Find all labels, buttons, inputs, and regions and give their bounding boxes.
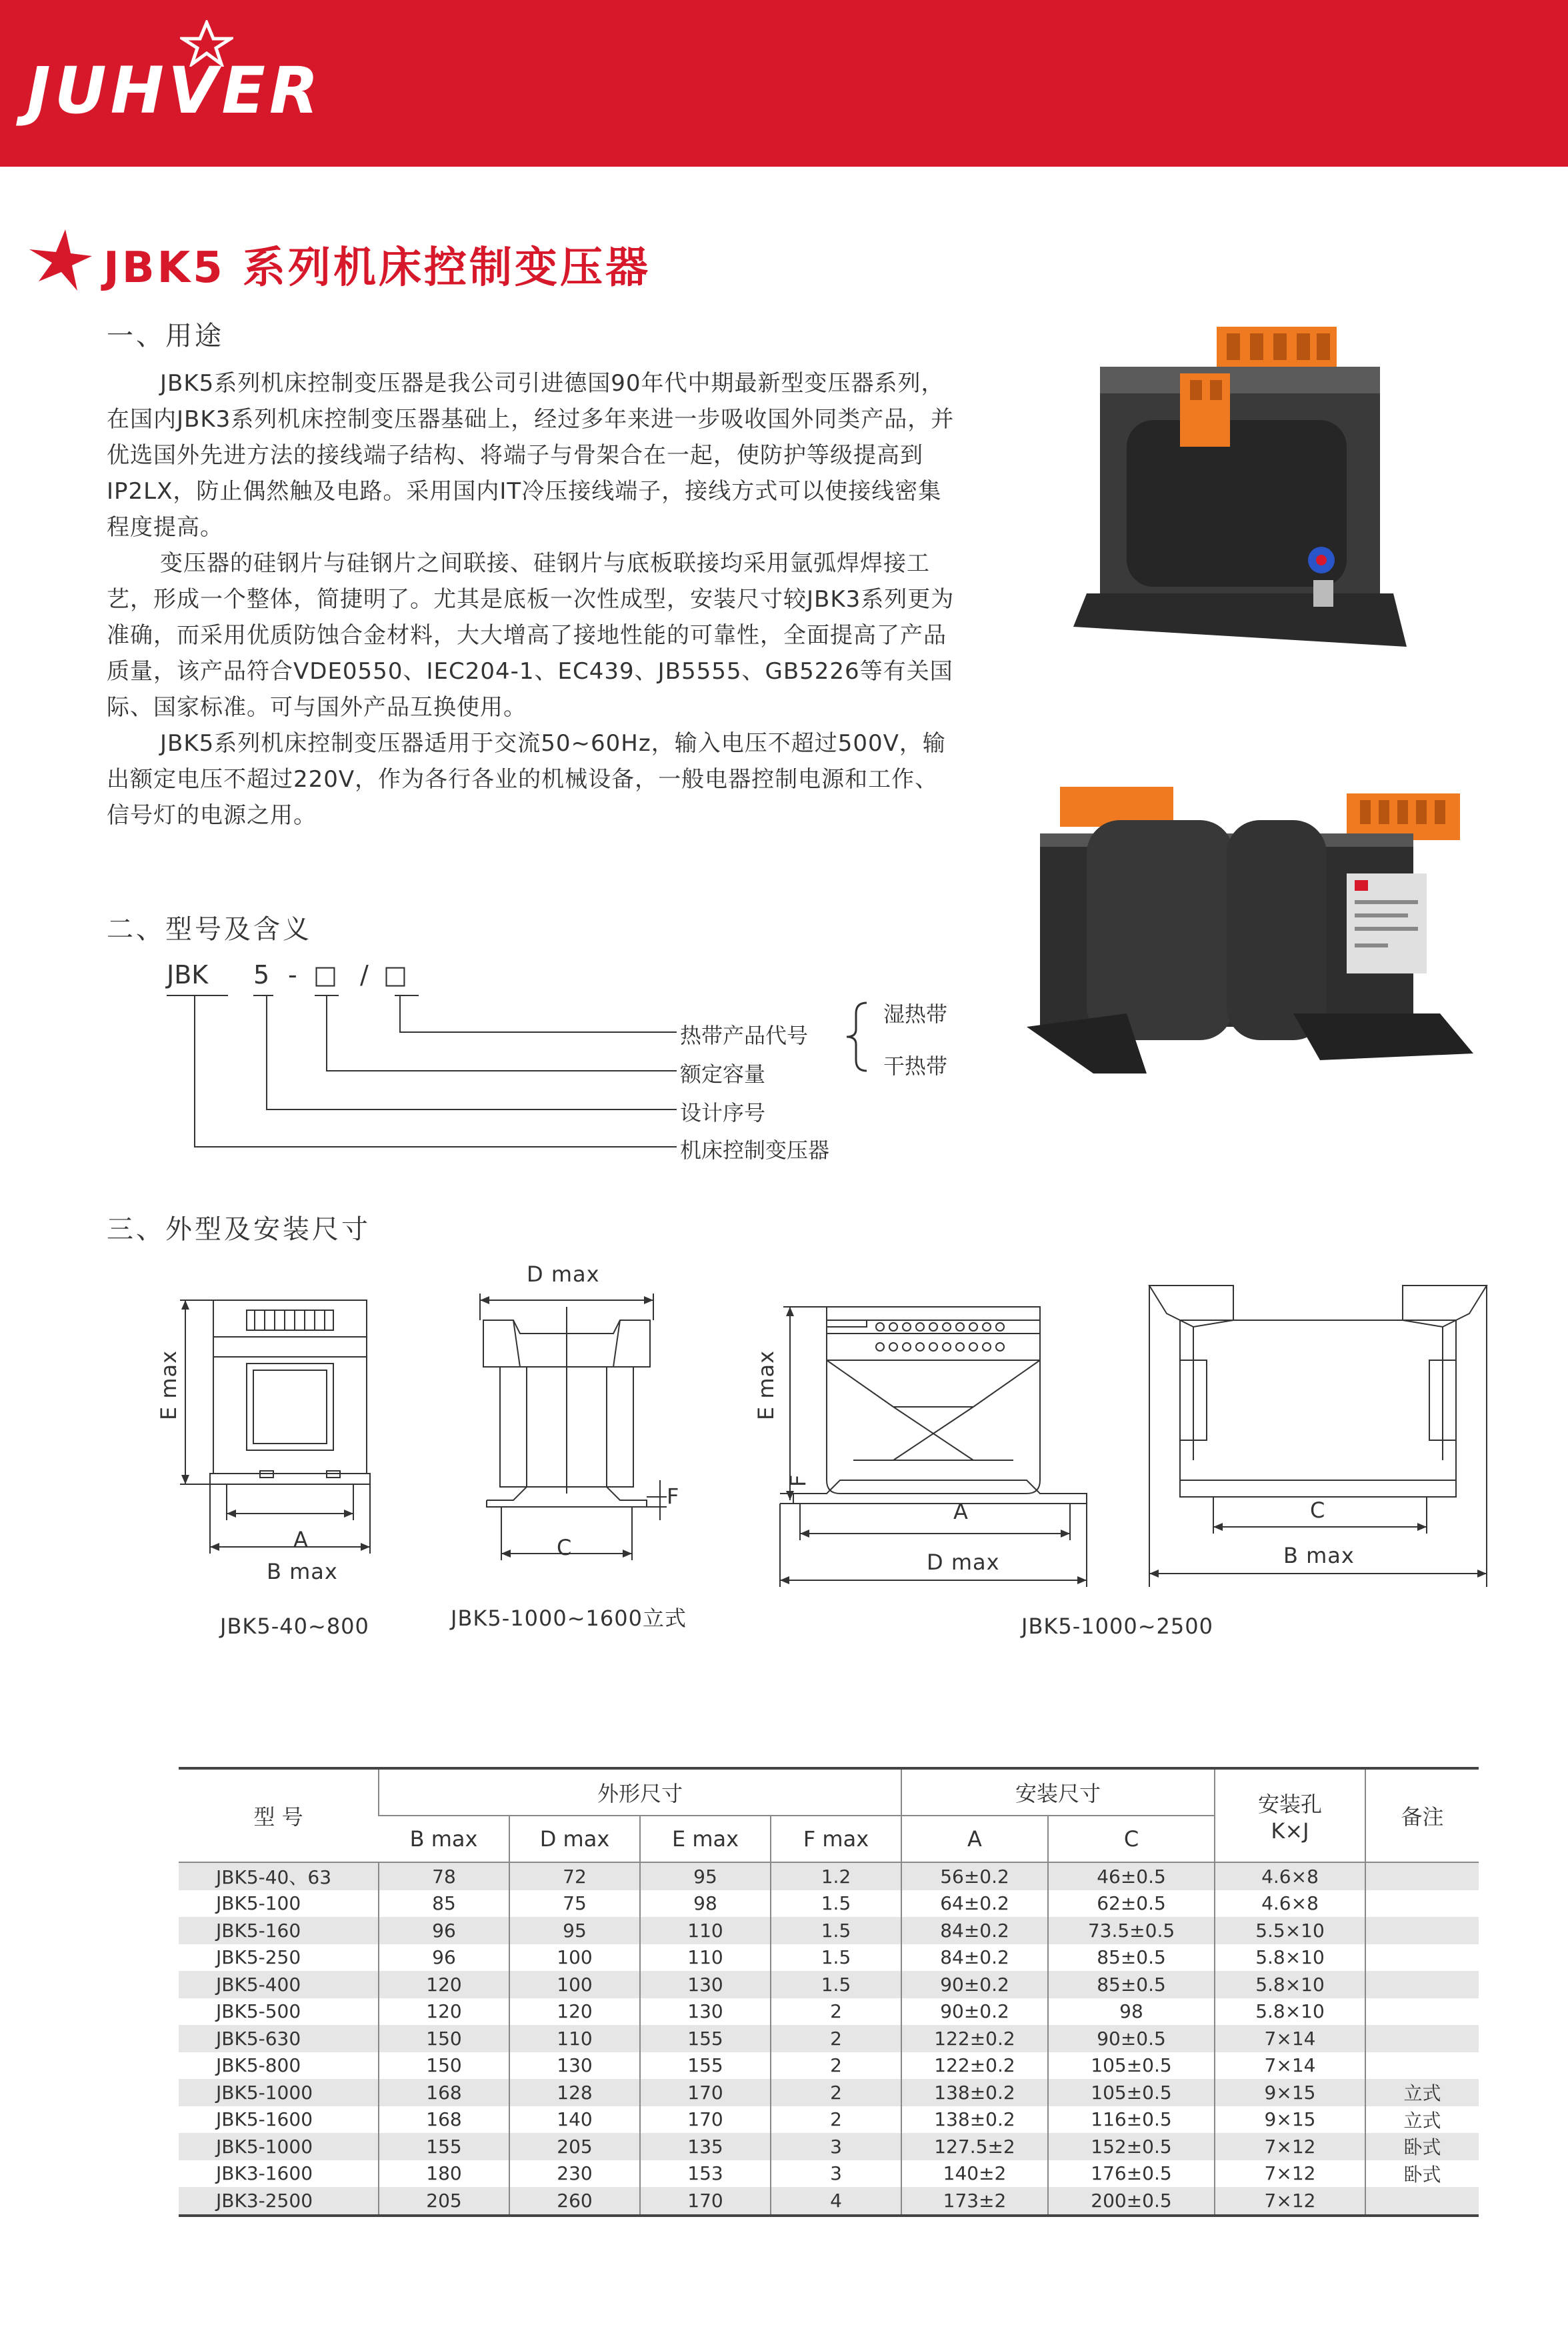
options-brace [844, 1000, 871, 1073]
drawing3-label-dmax: D max [927, 1550, 1000, 1575]
cell-kxj: 7×12 [1215, 2133, 1365, 2160]
spec-table-body [179, 1862, 1479, 2216]
usage-text [107, 365, 960, 833]
model-code-prefix: JBK [167, 960, 209, 989]
option-humid-tropical: 湿热带 [883, 1001, 948, 1027]
th-dmax: D max [509, 1816, 640, 1862]
cell-remark: 立式 [1365, 2106, 1479, 2134]
cell-dmax: 75 [509, 1890, 640, 1918]
cell-kxj: 5.8×10 [1215, 1944, 1365, 1972]
cell-fmax: 1.5 [771, 1890, 901, 1918]
cell-kxj: 7×12 [1215, 2187, 1365, 2216]
drawing2-label-c: C [557, 1535, 573, 1560]
cell-model: JBK5-40、63 [216, 1866, 332, 1889]
cell-a: 140±2 [901, 2160, 1048, 2188]
drawing1-caption: JBK5-40~800 [220, 1614, 369, 1639]
drawing2-caption: JBK5-1000~1600立式 [451, 1606, 687, 1631]
th-outer-dims: 外形尺寸 [379, 1768, 901, 1816]
table-row [179, 1971, 1479, 1998]
cell-model: JBK3-2500 [179, 2187, 379, 2216]
cell-fmax: 3 [771, 2133, 901, 2160]
cell-remark [1365, 1971, 1479, 1998]
cell-emax: 153 [640, 2160, 771, 2188]
cell-remark [1365, 1998, 1479, 2026]
cell-bmax: 168 [379, 2079, 509, 2106]
cell-remark [1365, 1862, 1479, 1890]
table-row [179, 2025, 1479, 2052]
cell-remark: 立式 [1365, 2079, 1479, 2106]
cell-c: 116±0.5 [1048, 2106, 1215, 2134]
header-bar [0, 0, 1568, 167]
table-row [179, 2133, 1479, 2160]
model-code-capacity-box: □ [313, 960, 337, 989]
table-row [179, 2052, 1479, 2080]
drawing1-label-a: A [293, 1527, 309, 1552]
cell-model: JBK5-1000 [216, 2135, 313, 2158]
drawing3-caption: JBK5-1000~2500 [1021, 1614, 1213, 1639]
th-bmax: B max [379, 1816, 509, 1862]
th-emax: E max [640, 1816, 771, 1862]
drawing1-label-bmax: B max [267, 1559, 338, 1584]
th-c: C [1048, 1816, 1215, 1862]
cell-c: 85±0.5 [1048, 1944, 1215, 1972]
product-photo-horizontal [1013, 760, 1480, 1073]
cell-dmax: 110 [509, 2025, 640, 2052]
cell-remark [1365, 2052, 1479, 2080]
title-star-icon [27, 227, 93, 293]
cell-a: 122±0.2 [901, 2052, 1048, 2080]
cell-dmax: 120 [509, 1998, 640, 2026]
cell-emax: 110 [640, 1917, 771, 1944]
drawing1-label-emax: E max [156, 1350, 181, 1420]
cell-fmax: 2 [771, 2025, 901, 2052]
th-mount-hole-label: 安装孔 [1257, 1792, 1322, 1817]
cell-c: 98 [1048, 1998, 1215, 2026]
cell-dmax: 128 [509, 2079, 640, 2106]
table-row [179, 1890, 1479, 1918]
cell-fmax: 2 [771, 1998, 901, 2026]
cell-dmax: 100 [509, 1971, 640, 1998]
cell-kxj: 4.6×8 [1215, 1862, 1365, 1890]
cell-kxj: 9×15 [1215, 2079, 1365, 2106]
cell-model: JBK5-400 [216, 1973, 301, 1996]
meaning-machine-transformer: 机床控制变压器 [680, 1137, 830, 1163]
th-mount-hole-kxj: K×J [1271, 1818, 1309, 1844]
cell-a: 138±0.2 [901, 2079, 1048, 2106]
cell-bmax: 120 [379, 1971, 509, 1998]
cell-emax: 130 [640, 1998, 771, 2026]
cell-fmax: 1.5 [771, 1971, 901, 1998]
cell-dmax: 140 [509, 2106, 640, 2134]
cell-kxj: 5.8×10 [1215, 1971, 1365, 1998]
cell-dmax: 95 [509, 1917, 640, 1944]
model-heading: 二、型号及含义 [107, 914, 312, 945]
cell-kxj: 7×14 [1215, 2052, 1365, 2080]
model-code-leader-lines [167, 993, 687, 1153]
cell-emax: 135 [640, 2133, 771, 2160]
cell-emax: 170 [640, 2079, 771, 2106]
cell-fmax: 1.5 [771, 1944, 901, 1972]
cell-kxj: 5.5×10 [1215, 1917, 1365, 1944]
th-model: 型 号 [179, 1768, 379, 1862]
dimension-drawing-vertical [467, 1280, 693, 1600]
cell-remark: 卧式 [1365, 2160, 1479, 2188]
table-row [179, 1998, 1479, 2026]
model-code-series: 5 [253, 960, 270, 989]
cell-c: 90±0.5 [1048, 2025, 1215, 2052]
cell-c: 176±0.5 [1048, 2160, 1215, 2188]
cell-bmax: 205 [379, 2187, 509, 2216]
cell-model: JBK5-800 [216, 2054, 301, 2077]
cell-kxj: 5.8×10 [1215, 1998, 1365, 2026]
th-mount-hole [1215, 1768, 1365, 1862]
table-row [179, 2079, 1479, 2106]
cell-dmax: 205 [509, 2133, 640, 2160]
cell-model: JBK5-160 [216, 1919, 301, 1942]
drawing4-label-bmax: B max [1283, 1543, 1355, 1568]
cell-a: 90±0.2 [901, 1971, 1048, 1998]
model-code-slash: / [360, 960, 369, 989]
product-photo-vertical [1073, 313, 1420, 660]
dimension-drawing-small [153, 1280, 420, 1600]
option-dry-tropical: 干热带 [883, 1053, 948, 1079]
th-install-dims: 安装尺寸 [901, 1768, 1215, 1816]
cell-c: 46±0.5 [1048, 1862, 1215, 1890]
dims-heading: 三、外型及安装尺寸 [107, 1214, 371, 1245]
cell-emax: 110 [640, 1944, 771, 1972]
cell-c: 62±0.5 [1048, 1890, 1215, 1918]
cell-a: 90±0.2 [901, 1998, 1048, 2026]
spec-table [179, 1767, 1479, 2217]
cell-bmax: 96 [379, 1917, 509, 1944]
cell-a: 127.5±2 [901, 2133, 1048, 2160]
cell-fmax: 2 [771, 2106, 901, 2134]
meaning-rated-capacity: 额定容量 [680, 1061, 766, 1087]
cell-dmax: 260 [509, 2187, 640, 2216]
cell-remark [1365, 1944, 1479, 1972]
table-row [179, 2187, 1479, 2216]
cell-fmax: 1.5 [771, 1917, 901, 1944]
table-row [179, 1944, 1479, 1972]
cell-model: JBK5-1000 [216, 2081, 313, 2104]
cell-c: 200±0.5 [1048, 2187, 1215, 2216]
cell-bmax: 96 [379, 1944, 509, 1972]
cell-c: 73.5±0.5 [1048, 1917, 1215, 1944]
cell-dmax: 130 [509, 2052, 640, 2080]
cell-c: 105±0.5 [1048, 2079, 1215, 2106]
cell-model: JBK5-1600 [216, 2108, 313, 2131]
cell-a: 138±0.2 [901, 2106, 1048, 2134]
usage-paragraph-3: JBK5系列机床控制变压器适用于交流50~60Hz，输入电压不超过500V，输出额定电压不超过220V，作为各行各业的机械设备，一般电器控制电源和工作、信号灯的电源之用。 [107, 730, 946, 829]
page-title: JBK5 系列机床控制变压器 [103, 243, 651, 293]
cell-bmax: 150 [379, 2052, 509, 2080]
cell-a: 84±0.2 [901, 1917, 1048, 1944]
cell-model: JBK5-250 [216, 1946, 301, 1969]
cell-bmax: 168 [379, 2106, 509, 2134]
brand-logo: JUHVER [27, 53, 323, 128]
cell-c: 152±0.5 [1048, 2133, 1215, 2160]
cell-emax: 130 [640, 1971, 771, 1998]
usage-paragraph-2: 变压器的硅钢片与硅钢片之间联接、硅钢片与底板联接均采用氩弧焊焊接工艺，形成一个整体，简捷明了。尤其是底板一次性成型，安装尺寸较JBK3系列更为准确，而采用优质防蚀合金材料，大大增高了接地性能的可靠性，全面提高了产品质量，该产品符合VDE0550、IEC204-1、EC439、JB5555、GB5226等有关国际、国家标准。可与国外产品互换使用。 [107, 550, 955, 721]
cell-remark [1365, 1917, 1479, 1944]
th-fmax: F max [771, 1816, 901, 1862]
cell-emax: 155 [640, 2025, 771, 2052]
cell-model: JBK5-630 [216, 2027, 301, 2050]
cell-fmax: 2 [771, 2079, 901, 2106]
table-row [179, 1917, 1479, 1944]
cell-bmax: 155 [379, 2133, 509, 2160]
drawing2-label-dmax: D max [527, 1262, 600, 1287]
table-row [179, 2106, 1479, 2134]
cell-dmax: 230 [509, 2160, 640, 2188]
cell-kxj: 4.6×8 [1215, 1890, 1365, 1918]
cell-fmax: 3 [771, 2160, 901, 2188]
cell-fmax: 2 [771, 2052, 901, 2080]
table-row [179, 1862, 1479, 1890]
cell-remark: 卧式 [1365, 2133, 1479, 2160]
cell-c: 105±0.5 [1048, 2052, 1215, 2080]
cell-dmax: 100 [509, 1944, 640, 1972]
table-row [179, 2160, 1479, 2188]
cell-emax: 95 [640, 1862, 771, 1890]
cell-model: JBK5-500 [216, 2000, 301, 2023]
cell-a: 64±0.2 [901, 1890, 1048, 1918]
cell-c: 85±0.5 [1048, 1971, 1215, 1998]
usage-heading: 一、用途 [107, 321, 224, 351]
cell-kxj: 9×15 [1215, 2106, 1365, 2134]
cell-kxj: 7×14 [1215, 2025, 1365, 2052]
drawing2-label-f: F [667, 1484, 680, 1509]
drawing3-label-emax: E max [753, 1350, 779, 1420]
cell-bmax: 78 [379, 1862, 509, 1890]
cell-emax: 170 [640, 2187, 771, 2216]
cell-a: 122±0.2 [901, 2025, 1048, 2052]
drawing3-label-f: F [785, 1474, 811, 1487]
cell-bmax: 120 [379, 1998, 509, 2026]
drawing4-label-c: C [1310, 1498, 1326, 1523]
cell-kxj: 7×12 [1215, 2160, 1365, 2188]
meaning-tropical-code: 热带产品代号 [680, 1023, 809, 1048]
cell-a: 84±0.2 [901, 1944, 1048, 1972]
model-code-dash: - [288, 960, 297, 989]
model-code-tropical-box: □ [383, 960, 407, 989]
cell-model: JBK3-1600 [216, 2162, 313, 2185]
cell-remark [1365, 2025, 1479, 2052]
meaning-design-serial: 设计序号 [680, 1100, 766, 1125]
cell-bmax: 85 [379, 1890, 509, 1918]
cell-dmax: 72 [509, 1862, 640, 1890]
cell-a: 173±2 [901, 2187, 1048, 2216]
cell-fmax: 1.2 [771, 1862, 901, 1890]
logo-star-icon [180, 20, 233, 67]
cell-a: 56±0.2 [901, 1862, 1048, 1890]
th-remarks: 备注 [1365, 1768, 1479, 1862]
cell-remark [1365, 2187, 1479, 2216]
usage-paragraph-1: JBK5系列机床控制变压器是我公司引进德国90年代中期最新型变压器系列，在国内JBK3系列机床控制变压器基础上，经过多年来进一步吸收国外同类产品，并优选国外先进方法的接线端子结构、将端子与骨架合在一起，使防护等级提高到IP2LX，防止偶然触及电路。采用国内IT冷压接线端子，接线方式可以使接线密集程度提高。 [107, 370, 955, 541]
drawing3-label-a: A [953, 1499, 969, 1524]
cell-emax: 155 [640, 2052, 771, 2080]
cell-bmax: 150 [379, 2025, 509, 2052]
th-a: A [901, 1816, 1048, 1862]
cell-remark [1365, 1890, 1479, 1918]
cell-emax: 170 [640, 2106, 771, 2134]
cell-fmax: 4 [771, 2187, 901, 2216]
cell-bmax: 180 [379, 2160, 509, 2188]
cell-model: JBK5-100 [216, 1892, 301, 1915]
cell-emax: 98 [640, 1890, 771, 1918]
